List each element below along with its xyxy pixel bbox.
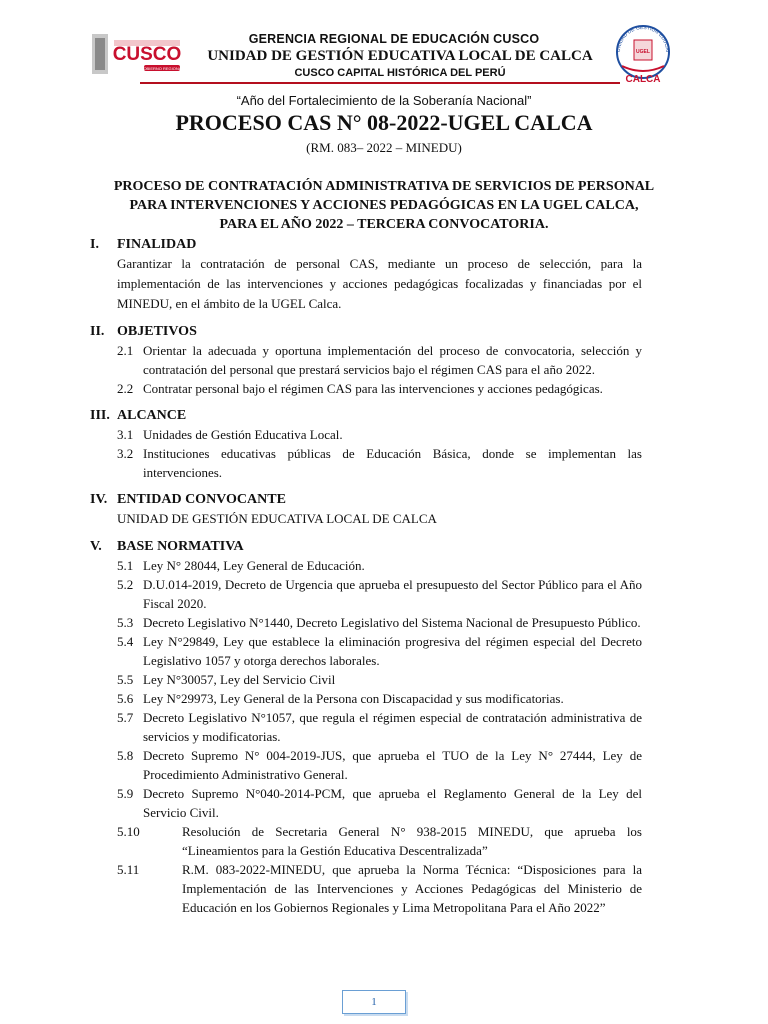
item-number: 3.1: [117, 427, 134, 442]
item-text: D.U.014-2019, Decreto de Urgencia que aprueba el presupuesto del Sector Público para el Año Fiscal 2020.: [143, 577, 642, 611]
year-motto: “Año del Fortalecimiento de la Soberanía Nacional”: [236, 93, 532, 108]
process-title: PROCESO CAS N° 08-2022-UGEL CALCA: [175, 110, 593, 135]
section-finalidad: [90, 236, 642, 314]
item-number: 2.1: [117, 343, 134, 358]
item-text: Ley N° 28044, Ley General de Educación.: [143, 558, 365, 573]
list-item: [90, 746, 642, 784]
section-number: V.: [90, 539, 102, 554]
section-heading: [90, 323, 642, 341]
section-objetivos: [90, 323, 642, 398]
section-number: I.: [90, 237, 99, 252]
item-text: Decreto Legislativo N°1440, Decreto Legislativo del Sistema Nacional de Presupuesto Público.: [143, 615, 641, 630]
item-text: Orientar la adecuada y oportuna implementación del proceso de convocatoria, selección y contratación del personal que prestará servicios bajo el régimen CAS para el año 2022.: [143, 343, 642, 377]
svg-text:GOBIERNO REGIONAL: GOBIERNO REGIONAL: [140, 66, 184, 71]
list-item: [90, 689, 642, 708]
item-number: 5.7: [117, 710, 134, 725]
item-number: 3.2: [117, 446, 134, 461]
section-paragraph: UNIDAD DE GESTIÓN EDUCATIVA LOCAL DE CALCA: [117, 511, 437, 526]
item-number: 2.2: [117, 381, 134, 396]
list-item: [90, 708, 642, 746]
list-item: [90, 784, 642, 822]
document-body: [90, 236, 642, 926]
page-number: 1: [342, 990, 406, 1014]
item-number: 5.9: [117, 786, 134, 801]
section-title: BASE NORMATIVA: [117, 539, 244, 554]
item-text: Resolución de Secretaria General N° 938-2015 MINEDU, que aprueba los “Lineamientos para la Gestión Educativa Descentralizada”: [182, 824, 642, 858]
header-line-gerencia: GERENCIA REGIONAL DE EDUCACIÓN CUSCO: [248, 32, 540, 46]
section-base-normativa: [90, 538, 642, 917]
header-divider: [140, 82, 620, 84]
document-header: [0, 0, 768, 86]
list-item: [90, 860, 642, 917]
list-item: [90, 556, 642, 575]
list-item: [90, 575, 642, 613]
svg-text:UNIDAD DE GESTIÓN EDUCATIVA LO: UNIDAD DE GESTIÓN EDUCAT: [615, 24, 671, 54]
header-line-ugel: UNIDAD DE GESTIÓN EDUCATIVA LOCAL DE CALCA: [207, 48, 593, 64]
section-number: III.: [90, 408, 110, 423]
section-number: IV.: [90, 492, 108, 507]
list-item: [90, 379, 642, 398]
item-number: 5.2: [117, 577, 134, 592]
list-item: [90, 822, 642, 860]
svg-text:CALCA: CALCA: [625, 74, 661, 85]
svg-text:CUSCO: CUSCO: [112, 44, 182, 65]
section-paragraph: Garantizar la contratación de personal CAS, mediante un proceso de selección, para la implementación de las intervenciones y acciones pedagógicas focalizadas y financiadas por el MINEDU, en el ámbito de la UGEL Calca.: [117, 256, 642, 311]
section-title: ENTIDAD CONVOCANTE: [117, 492, 286, 507]
item-number: 5.3: [117, 615, 134, 630]
ugel-calca-logo: [612, 18, 674, 86]
section-alcance: [90, 407, 642, 482]
main-title: PROCESO DE CONTRATACIÓN ADMINISTRATIVA DE SERVICIOS DE PERSONAL PARA INTERVENCIONES Y ACCIONES PEDAGÓGICAS EN LA UGEL CALCA, PARA EL AÑO 2022 – TERCERA CONVOCATORIA.: [113, 179, 655, 232]
section-number: II.: [90, 324, 105, 339]
item-number: 5.1: [117, 558, 134, 573]
item-text: R.M. 083-2022-MINEDU, que aprueba la Norma Técnica: “Disposiciones para la Implementación de las Intervenciones y Acciones Pedagógicas del Ministerio de Educación en los Gobiernos Regionales y Lima Metropolitana Para el Año 2022”: [182, 862, 642, 915]
item-number: 5.4: [117, 634, 134, 649]
section-title: OBJETIVOS: [117, 324, 197, 339]
item-number: 5.10: [117, 824, 140, 839]
section-title: FINALIDAD: [117, 237, 197, 252]
svg-text:UGEL: UGEL: [636, 49, 650, 55]
item-text: Unidades de Gestión Educativa Local.: [143, 427, 343, 442]
section-title: ALCANCE: [117, 408, 187, 423]
item-text: Ley N°29849, Ley que establece la eliminación progresiva del régimen especial del Decreto Legislativo 1057 y otorga derechos laborales.: [143, 634, 642, 668]
item-text: Instituciones educativas públicas de Educación Básica, donde se implementan las intervenciones.: [143, 446, 642, 480]
item-number: 5.8: [117, 748, 134, 763]
item-text: Decreto Legislativo N°1057, que regula el régimen especial de contratación administrativa de servicios y modificatorias.: [143, 710, 642, 744]
item-text: Ley N°29973, Ley General de la Persona con Discapacidad y sus modificatorias.: [143, 691, 564, 706]
list-item: [90, 444, 642, 482]
list-item: [90, 341, 642, 379]
list-item: [90, 670, 642, 689]
list-item: [90, 613, 642, 632]
item-text: Contratar personal bajo el régimen CAS para las intervenciones y acciones pedagógicas.: [143, 381, 603, 396]
item-text: Decreto Supremo N°040-2014-PCM, que aprueba el Reglamento General de la Ley del Servicio Civil.: [143, 786, 642, 820]
section-heading: [90, 407, 642, 425]
process-subtitle: (RM. 083– 2022 – MINEDU): [306, 140, 462, 155]
item-text: Decreto Supremo N° 004-2019-JUS, que aprueba el TUO de la Ley N° 27444, Ley de Procedimiento Administrativo General.: [143, 748, 642, 782]
item-number: 5.11: [117, 862, 140, 877]
header-line-cusco: CUSCO CAPITAL HISTÓRICA DEL PERÚ: [294, 67, 506, 79]
section-heading: [90, 491, 642, 509]
item-text: Ley N°30057, Ley del Servicio Civil: [143, 672, 336, 687]
section-heading: [90, 538, 642, 556]
section-entidad-convocante: [90, 491, 642, 529]
item-number: 5.6: [117, 691, 134, 706]
list-item: [90, 425, 642, 444]
section-heading: [90, 236, 642, 254]
list-item: [90, 632, 642, 670]
item-number: 5.5: [117, 672, 134, 687]
